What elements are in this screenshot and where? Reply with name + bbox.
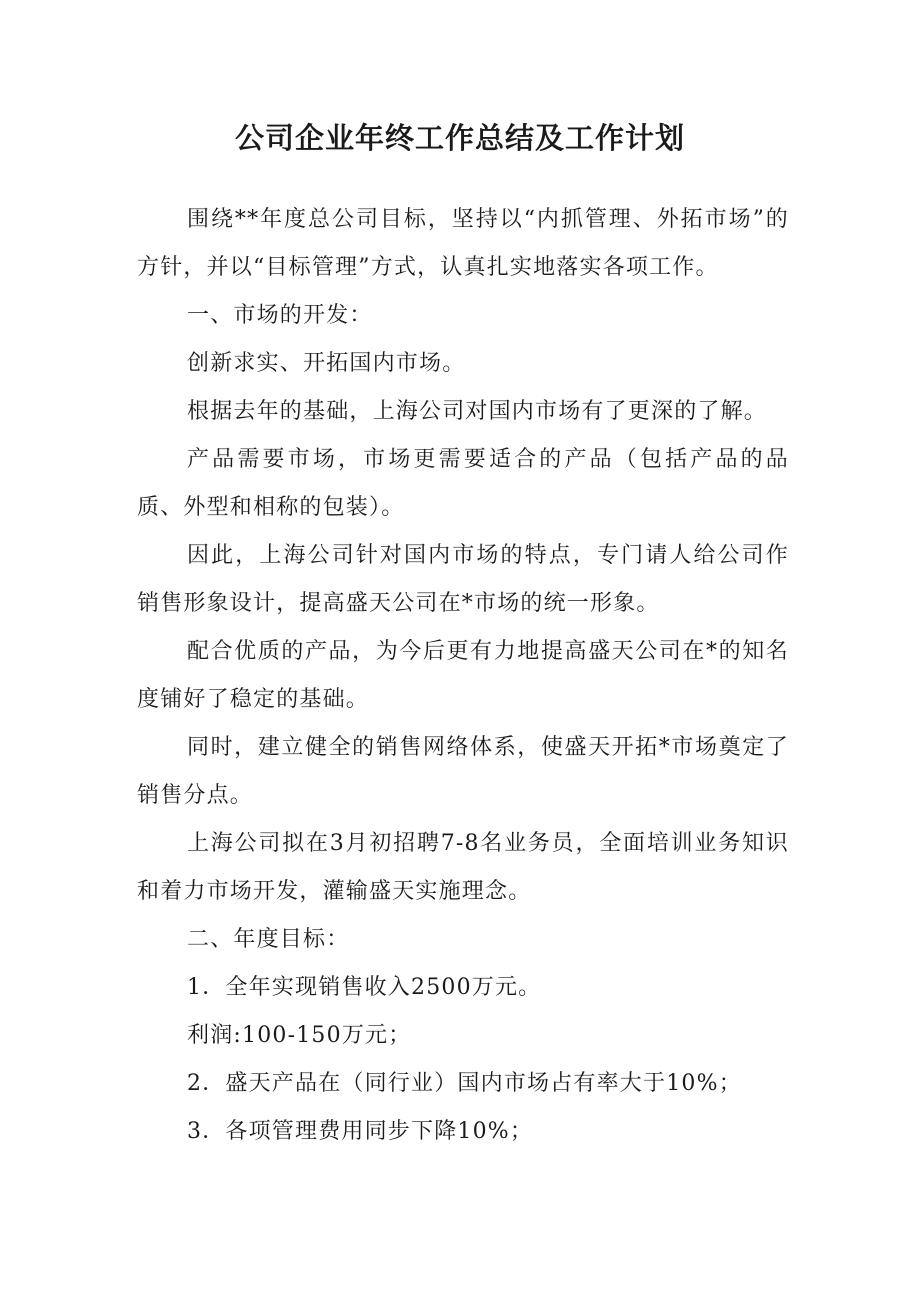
paragraph: 根据去年的基础，上海公司对国内市场有了更深的了解。: [187, 399, 768, 424]
paragraph: 同时，建立健全的销售网络体系，使盛天开拓*市场奠定了销售分点。: [137, 735, 789, 808]
goal-item: 2．盛天产品在（同行业）国内市场占有率大于10%；: [187, 1071, 742, 1096]
paragraph: 产品需要市场，市场更需要适合的产品（包括产品的品质、外型和相称的包装）。: [137, 447, 789, 520]
document-title: 公司企业年终工作总结及工作计划: [234, 121, 685, 155]
paragraph: 因此，上海公司针对国内市场的特点，专门请人给公司作销售形象设计，提高盛天公司在*市场的统一形象。: [137, 543, 789, 616]
section-heading-annual-goals: 二、年度目标：: [187, 927, 350, 952]
paragraph: 上海公司拟在3月初招聘7-8名业务员，全面培训业务知识和着力市场开发，灌输盛天实施理念。: [137, 831, 789, 904]
goal-item: 3．各项管理费用同步下降10%；: [187, 1119, 534, 1144]
paragraph: 配合优质的产品，为今后更有力地提高盛天公司在*的知名度铺好了稳定的基础。: [137, 639, 789, 712]
paragraph-intro: 围绕**年度总公司目标，坚持以“内抓管理、外拓市场”的方针，并以“目标管理”方式，认真扎实地落实各项工作。: [137, 207, 789, 280]
document-body: [137, 196, 789, 1156]
section-heading-market: 一、市场的开发：: [187, 303, 373, 328]
goal-item: 利润:100-150万元；: [187, 1023, 412, 1048]
goal-item: 1．全年实现销售收入2500万元。: [187, 975, 542, 1000]
paragraph: 创新求实、开拓国内市场。: [187, 351, 466, 376]
